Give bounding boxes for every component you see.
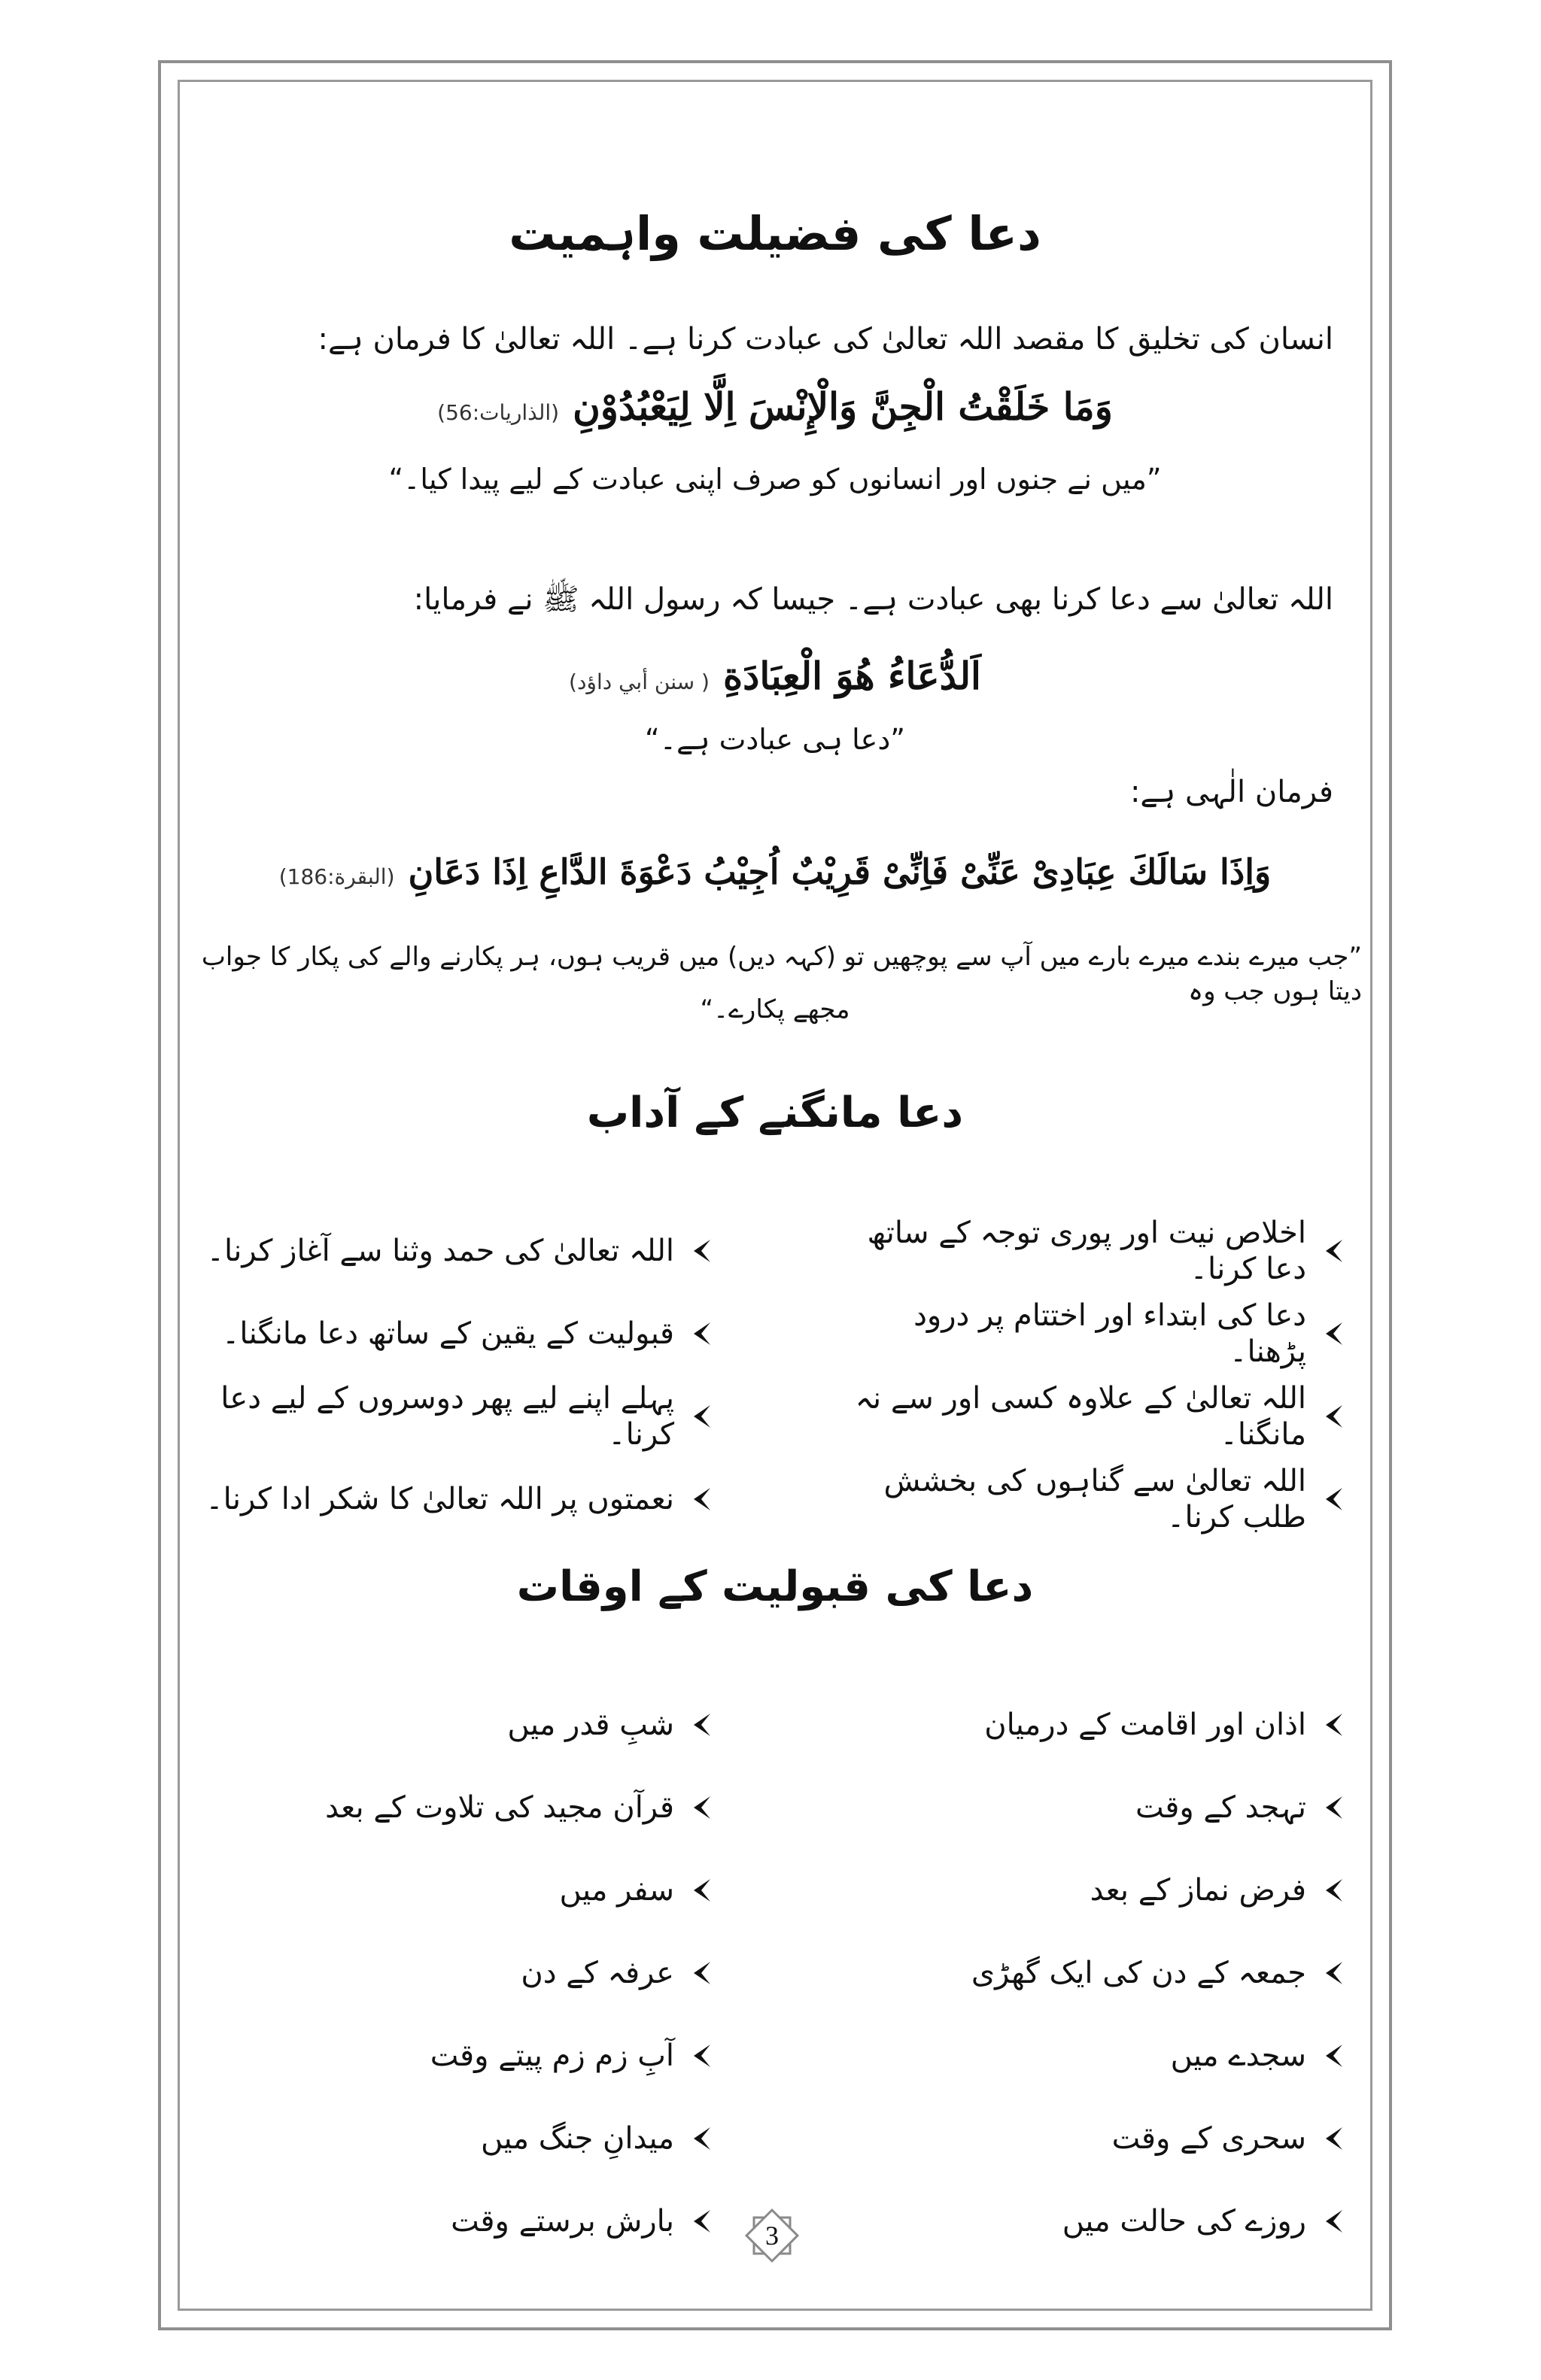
verse-2-reference: (البقرة:186) — [278, 864, 395, 889]
bullet-arrow-icon — [1326, 2045, 1342, 2067]
bullet-arrow-icon — [694, 2045, 710, 2067]
bullet-arrow-icon — [694, 1488, 710, 1510]
verse-1-reference: (الذاريات:56) — [437, 400, 560, 425]
acceptance-times-list-left — [199, 1683, 710, 2263]
page-title: دعا کی فضیلت واہمیت — [509, 206, 1041, 261]
hadith-reference: ( سنن أبي داؤد) — [569, 669, 710, 694]
etiquette-list-right — [831, 1210, 1342, 1541]
page-number-badge — [743, 2207, 801, 2264]
list-item: نعمتوں پر اللہ تعالیٰ کا شکر ادا کرنا۔ — [199, 1458, 710, 1541]
intro-paragraph: انسان کی تخلیق کا مقصد اللہ تعالیٰ کی عبادت کرنا ہے۔ اللہ تعالیٰ کا فرمان ہے: — [318, 322, 1333, 357]
list-item: اللہ تعالیٰ کی حمد وثنا سے آغاز کرنا۔ — [199, 1210, 710, 1292]
list-item: تہجد کے وقت — [831, 1766, 1342, 1849]
verse-2-translation-line-1: ”جب میرے بندے میرے بارے میں آپ سے پوچھیں تو (کہہ دیں) میں قریب ہوں، ہر پکارنے والے کی پکار کا جواب دیتا ہوں جب وہ — [201, 942, 1362, 1006]
quran-verse-2 — [178, 850, 1372, 895]
list-item: فرض نماز کے بعد — [831, 1849, 1342, 1932]
acceptance-times-list-right — [831, 1683, 1342, 2263]
list-item: اللہ تعالیٰ کے علاوہ کسی اور سے نہ مانگنا۔ — [831, 1375, 1342, 1458]
bullet-arrow-icon — [694, 2127, 710, 2150]
bullet-arrow-icon — [1326, 1962, 1342, 1984]
list-item: سجدے میں — [831, 2014, 1342, 2097]
bullet-arrow-icon — [694, 2210, 710, 2233]
bullet-arrow-icon — [1326, 1488, 1342, 1510]
quran-verse-1 — [178, 382, 1372, 431]
bullet-arrow-icon — [694, 1405, 710, 1428]
bullet-arrow-icon — [694, 1240, 710, 1262]
bullet-arrow-icon — [694, 1322, 710, 1345]
hadith-arabic: اَلدُّعَاءُ هُوَ الْعِبَادَةِ — [722, 654, 981, 698]
list-item: بارش برستے وقت — [199, 2180, 710, 2263]
list-item: اللہ تعالیٰ سے گناہوں کی بخشش طلب کرنا۔ — [831, 1458, 1342, 1541]
list-item: اذان اور اقامت کے درمیان — [831, 1683, 1342, 1766]
list-item: سحری کے وقت — [831, 2097, 1342, 2180]
list-item: اخلاص نیت اور پوری توجہ کے ساتھ دعا کرنا۔ — [831, 1210, 1342, 1292]
list-item: جمعہ کے دن کی ایک گھڑی — [831, 1932, 1342, 2014]
bullet-arrow-icon — [694, 1796, 710, 1819]
list-item: سفر میں — [199, 1849, 710, 1932]
list-item: پہلے اپنے لیے پھر دوسروں کے لیے دعا کرنا۔ — [199, 1375, 710, 1458]
bullet-arrow-icon — [1326, 2210, 1342, 2233]
verse-2-arabic: وَاِذَا سَالَكَ عِبَادِىْ عَنِّىْ فَاِنِّىْ قَرِيْبٌ اُجِيْبُ دَعْوَةَ الدَّاعِ اِذَا دَعَانِ — [408, 852, 1272, 892]
list-item: روزے کی حالت میں — [831, 2180, 1342, 2263]
verse-2-translation-line-2: مجھے پکارے۔“ — [700, 994, 850, 1025]
bullet-arrow-icon — [1326, 1322, 1342, 1345]
list-item: آبِ زم زم پیتے وقت — [199, 2014, 710, 2097]
paragraph-2: اللہ تعالیٰ سے دعا کرنا بھی عبادت ہے۔ جیسا کہ رسول اللہ ﷺ نے فرمایا: — [413, 582, 1333, 617]
bullet-arrow-icon — [1326, 1879, 1342, 1902]
bullet-arrow-icon — [1326, 1796, 1342, 1819]
document-page — [178, 80, 1372, 2311]
list-item: شبِ قدر میں — [199, 1683, 710, 1766]
paragraph-3: فرمان الٰہی ہے: — [1129, 775, 1333, 809]
hadith-text — [178, 651, 1372, 700]
list-item: دعا کی ابتداء اور اختتام پر درود پڑھنا۔ — [831, 1292, 1342, 1375]
verse-1-translation: ”میں نے جنوں اور انسانوں کو صرف اپنی عبادت کے لیے پیدا کیا۔“ — [388, 463, 1162, 496]
bullet-arrow-icon — [1326, 1240, 1342, 1262]
bullet-arrow-icon — [694, 1714, 710, 1736]
verse-1-arabic: وَمَا خَلَقْتُ الْجِنَّ وَالْإِنْسَ اِلَّا لِيَعْبُدُوْنِ — [573, 384, 1113, 429]
section-2-title: دعا مانگنے کے آداب — [586, 1088, 964, 1137]
bullet-arrow-icon — [694, 1962, 710, 1984]
hadith-translation: ”دعا ہی عبادت ہے۔“ — [645, 723, 905, 756]
list-item: میدانِ جنگ میں — [199, 2097, 710, 2180]
bullet-arrow-icon — [1326, 1714, 1342, 1736]
bullet-arrow-icon — [1326, 2127, 1342, 2150]
bullet-arrow-icon — [694, 1879, 710, 1902]
list-item: عرفہ کے دن — [199, 1932, 710, 2014]
bullet-arrow-icon — [1326, 1405, 1342, 1428]
list-item: قبولیت کے یقین کے ساتھ دعا مانگنا۔ — [199, 1292, 710, 1375]
section-3-title: دعا کی قبولیت کے اوقات — [516, 1562, 1034, 1611]
list-item: قرآن مجید کی تلاوت کے بعد — [199, 1766, 710, 1849]
etiquette-list-left — [199, 1210, 710, 1541]
page-number: 3 — [765, 2221, 779, 2251]
